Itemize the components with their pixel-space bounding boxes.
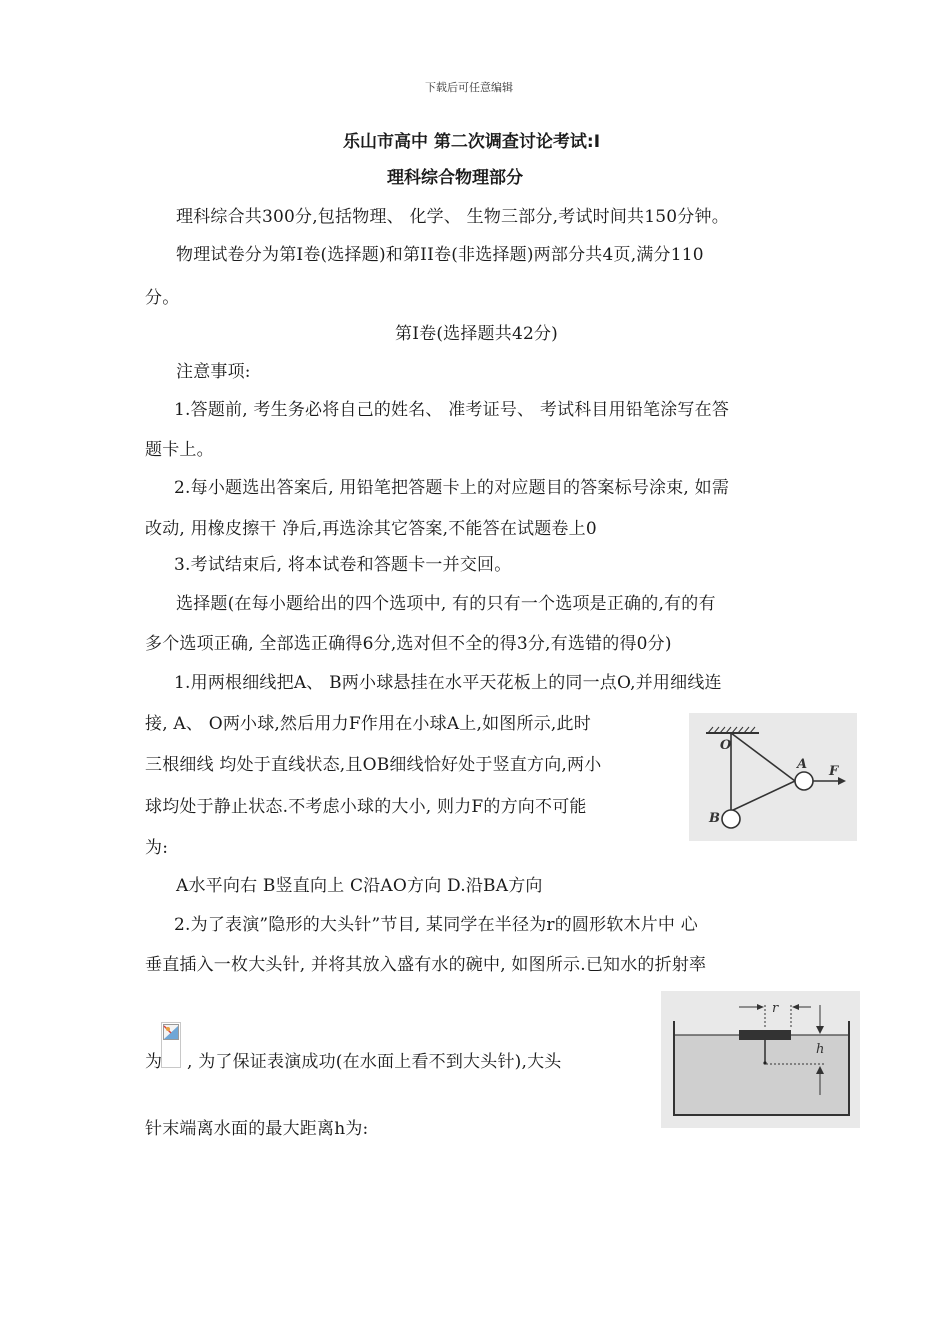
choice-intro-line-1: 选择题(在每小题给出的四个选项中, 有的只有一个选项是正确的,有的有	[176, 594, 716, 614]
question-1-line-5: 为:	[145, 838, 169, 858]
intro-line-1: 理科综合共300分,包括物理、 化学、 生物三部分,考试时间共150分钟。	[176, 207, 729, 227]
question-2-figure	[661, 991, 860, 1128]
broken-image-placeholder	[161, 1022, 181, 1068]
figure-label-r: r	[772, 1001, 779, 1016]
figure-label-b: B	[709, 811, 720, 826]
question-2-line-1: 2.为了表演”隐形的大头针”节目, 某同学在半径为r的圆形软木片中 心	[174, 915, 698, 935]
notice-item-1-line-2: 题卡上。	[145, 440, 214, 460]
page-subtitle: 理科综合物理部分	[387, 168, 523, 188]
question-2-line-2: 垂直插入一枚大头针, 并将其放入盛有水的碗中, 如图所示.已知水的折射率	[145, 955, 707, 975]
figure-label-h: h	[816, 1042, 825, 1057]
notice-item-3: 3.考试结束后, 将本试卷和答题卡一并交回。	[174, 555, 512, 575]
question-1-line-4: 球均处于静止状态.不考虑小球的大小, 则力F的方向不可能	[145, 797, 587, 817]
question-2-line-3: , 为了保证表演成功(在水面上看不到大头针),大头	[187, 1052, 562, 1072]
question-1-options: A水平向右 B竖直向上 C沿AO方向 D.沿BA方向	[176, 876, 543, 896]
page-title: 乐山市高中 第二次调查讨论考试:I	[343, 132, 601, 152]
notice-item-2-line-1: 2.每小题选出答案后, 用铅笔把答题卡上的对应题目的答案标号涂束, 如需	[174, 478, 730, 498]
question-1-line-3: 三根细线 均处于直线状态,且OB细线恰好处于竖直方向,两小	[145, 755, 602, 775]
question-1-line-1: 1.用两根细线把A、 B两小球悬挂在水平天花板上的同一点O,并用细线连	[174, 673, 722, 693]
notice-item-2-line-2: 改动, 用橡皮擦干 净后,再选涂其它答案,不能答在试题卷上0	[145, 519, 597, 539]
figure-label-o: O	[720, 738, 732, 753]
section-title: 第I卷(选择题共42分)	[395, 324, 559, 344]
notice-item-1-line-1: 1.答题前, 考生务必将自己的姓名、 准考证号、 考试科目用铅笔涂写在答	[174, 400, 730, 420]
choice-intro-line-2: 多个选项正确, 全部选正确得6分,选对但不全的得3分,有选错的得0分)	[145, 634, 672, 654]
question-1-figure	[689, 713, 857, 841]
figure-label-f: F	[829, 764, 839, 779]
header-note: 下载后可任意编辑	[425, 81, 513, 94]
intro-line-2: 物理试卷分为第I卷(选择题)和第II卷(非选择题)两部分共4页,满分110	[176, 245, 704, 265]
question-2-line-4: 针末端离水面的最大距离h为:	[145, 1119, 369, 1139]
question-2-line-3-prefix: 为	[145, 1052, 163, 1072]
intro-line-3: 分。	[145, 288, 180, 308]
question-1-line-2: 接, A、 O两小球,然后用力F作用在小球A上,如图所示,此时	[145, 714, 591, 734]
notice-heading: 注意事项:	[176, 362, 251, 382]
figure-label-a: A	[797, 757, 808, 772]
